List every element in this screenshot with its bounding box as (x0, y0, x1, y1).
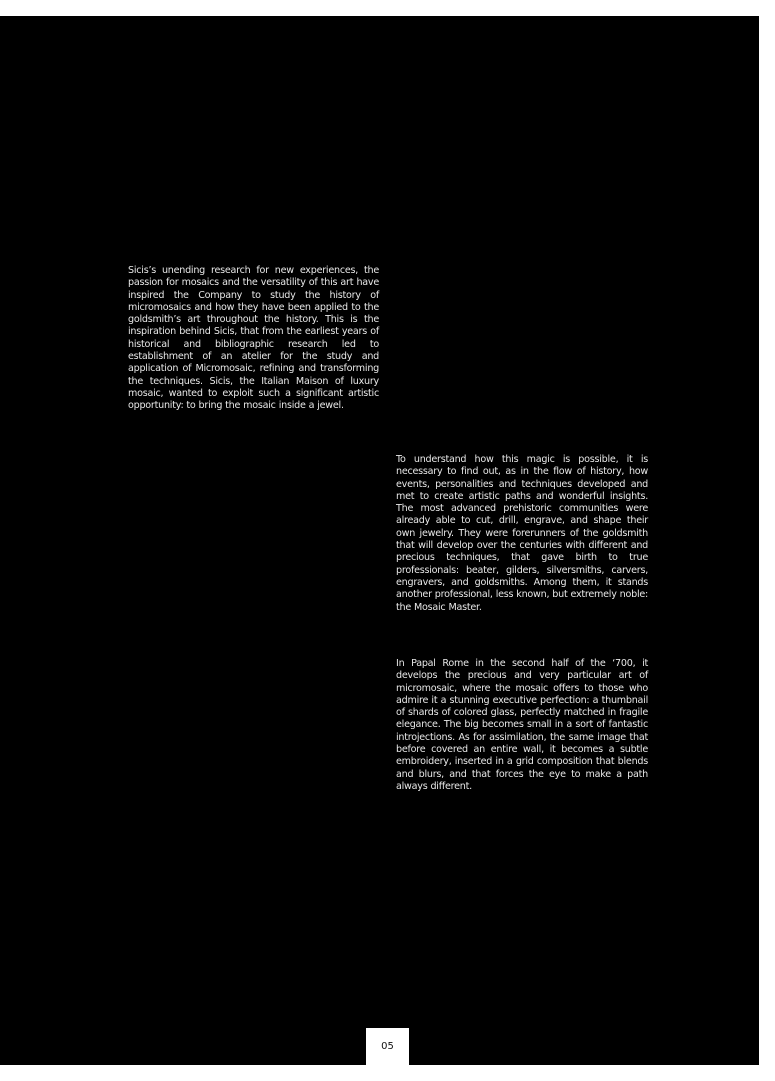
paragraph-papal-rome: In Papal Rome in the second half of the ‘700, it develops the precious and very particular art of micromosaic, where the mosaic offers to those who admire it a stunning executive perfection: a thumbnail of shards of colored glass, perfectly matched in fragile elegance. The big becomes small in a sort of fantastic introjections. As for assimilation, the same image that before covered an entire wall, it becomes a subtle embroidery, inserted in a grid composition that blends and blurs, and that forces the eye to make a path always different. (396, 658, 648, 792)
page-number: 05 (381, 1041, 394, 1052)
paragraph-understand-magic: To understand how this magic is possible, it is necessary to find out, as in the flow of history, how events, personalities and techniques developed and met to create artistic paths and wonderful insights. The most advanced prehistoric communities were already able to cut, drill, engrave, and shape their own jewelry. They were forerunners of the goldsmith that will develop over the centuries with different and precious techniques, that gave birth to true professionals: beater, gilders, silversmiths, carvers, engravers, and goldsmiths. Among them, it stands another professional, less known, but extremely noble: the Mosaic Master. (396, 454, 648, 613)
paragraph-sicis-research: Sicis’s unending research for new experiences, the passion for mosaics and the versatility of this art have inspired the Company to study the history of micromosaics and how they have been applied to the goldsmith’s art throughout the history. This is the inspiration behind Sicis, that from the earliest years of historical and bibliographic research led to establishment of an atelier for the study and application of Micromosaic, refining and transforming the techniques. Sicis, the Italian Maison of luxury mosaic, wanted to exploit such a significant artistic opportunity: to bring the mosaic inside a jewel. (128, 265, 379, 412)
document-page (0, 16, 759, 1065)
page-number-box (366, 1028, 409, 1065)
